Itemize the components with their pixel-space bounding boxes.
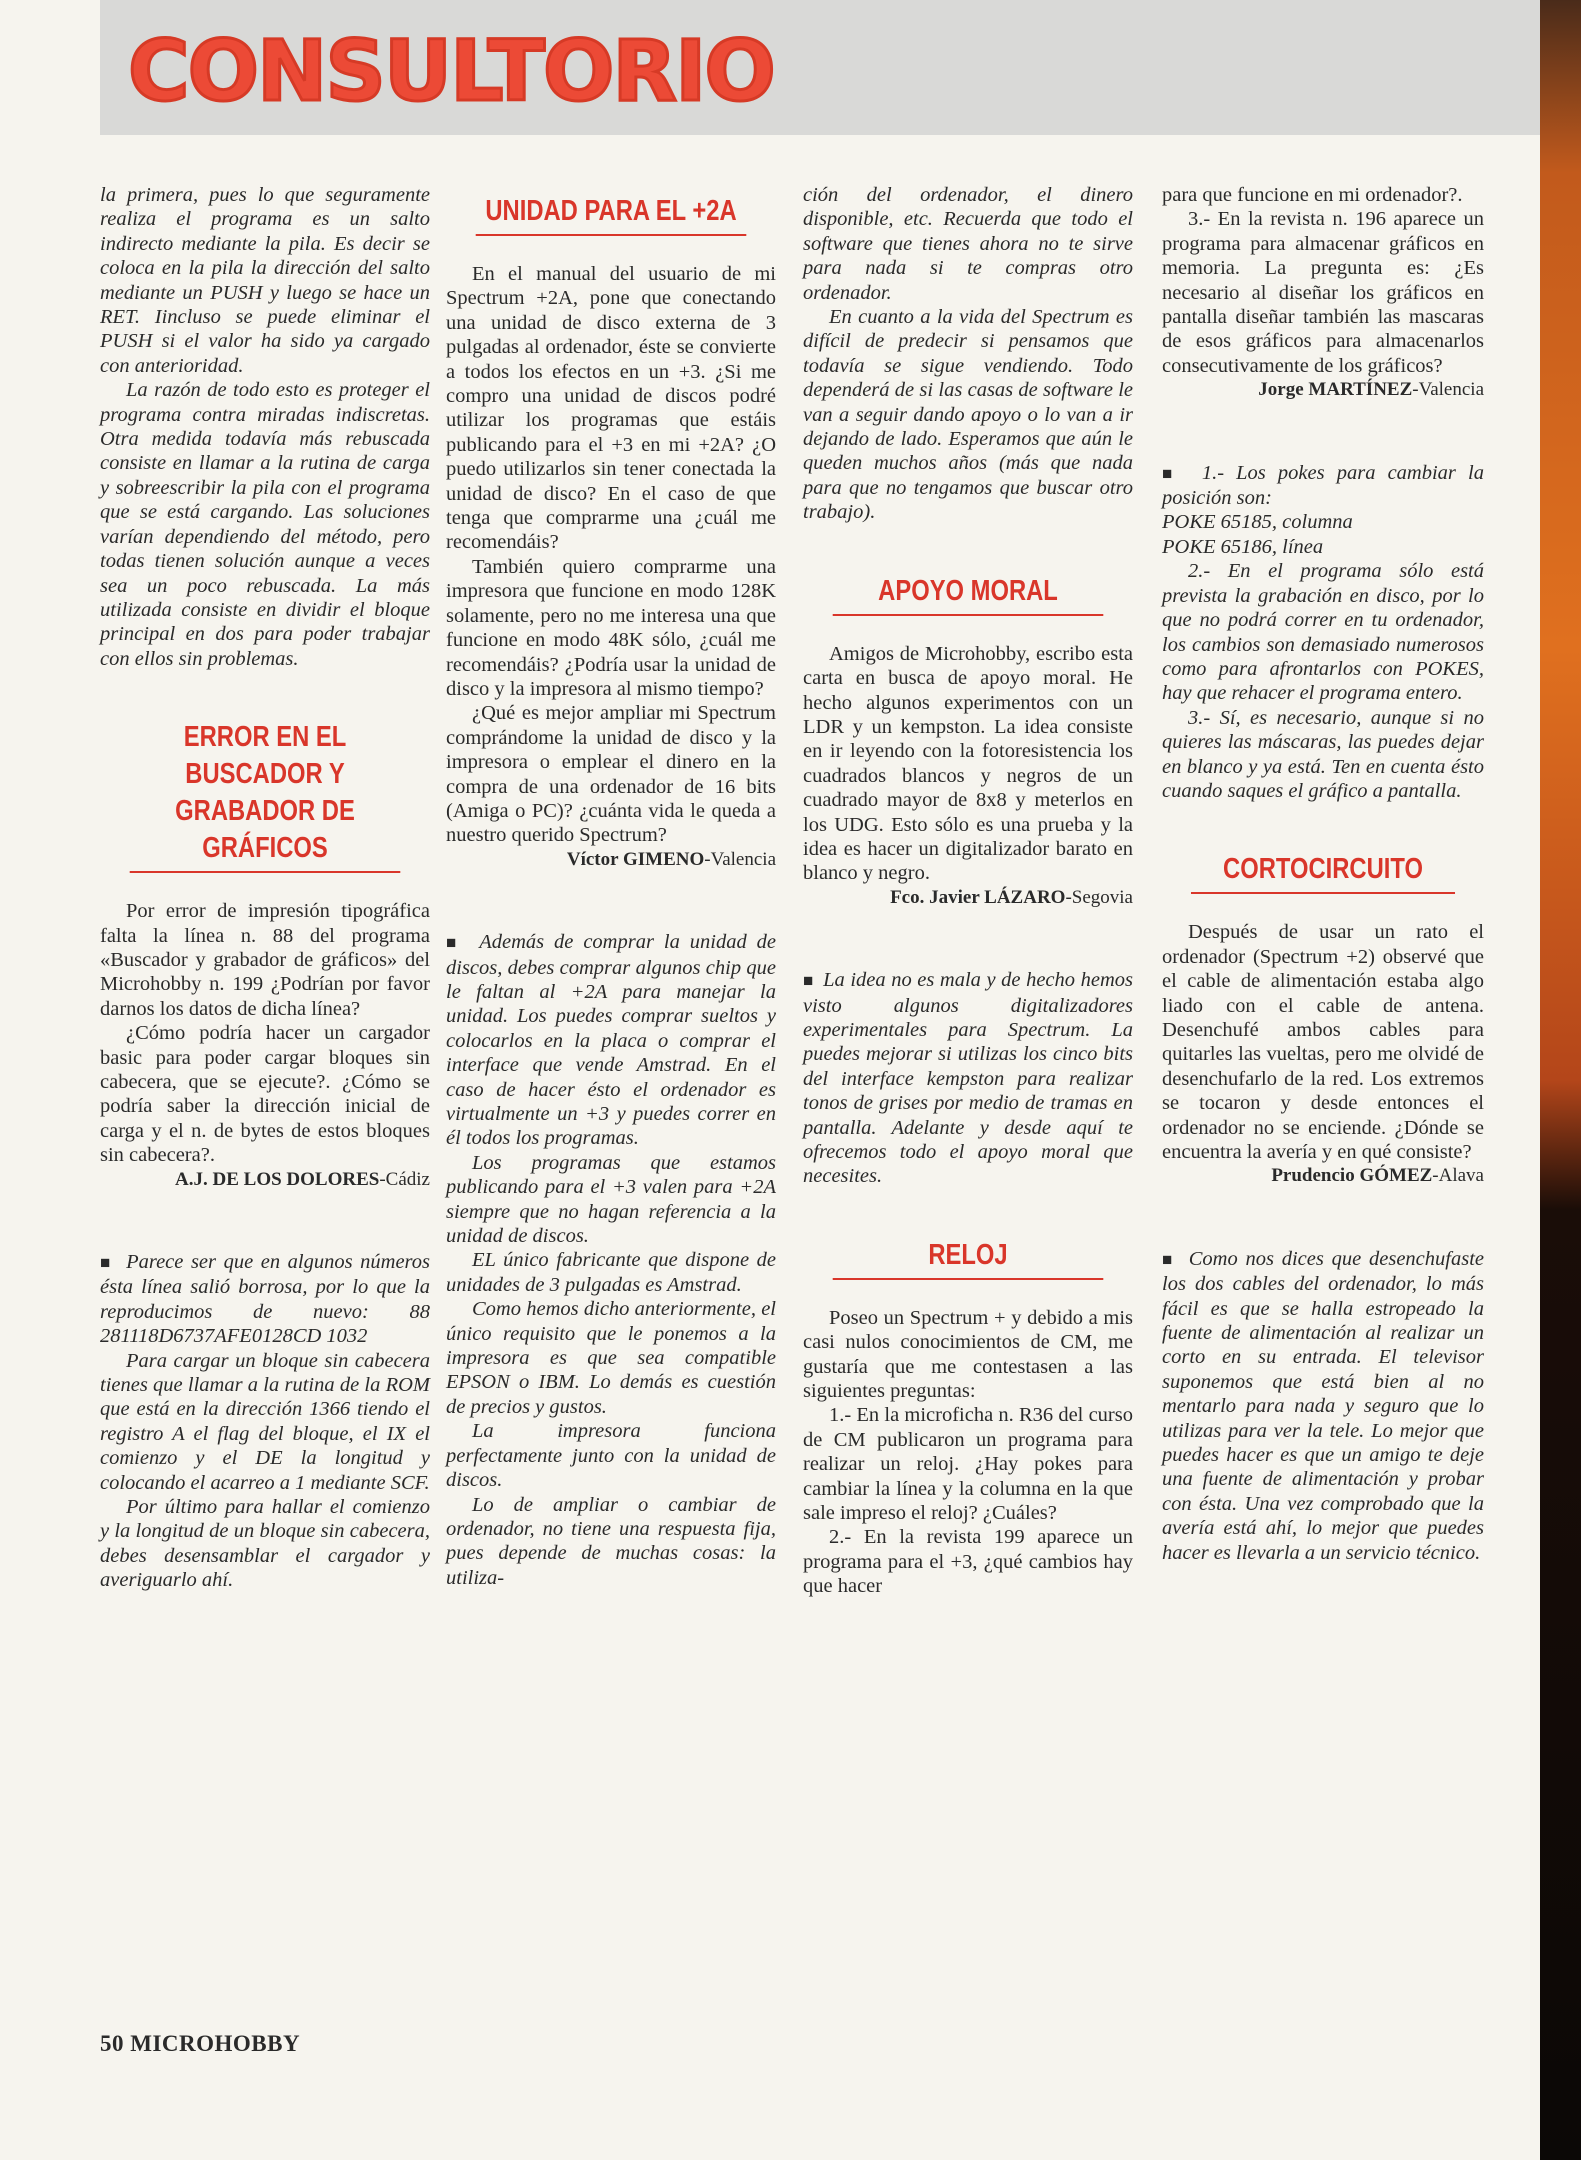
letter-paragraph: Por error de impresión tipográfica falta la línea n. 88 del programa «Buscador y grabador de gráficos» del Microhobby n. 199 ¿Podrían por favor darnos los datos de dicha línea?	[100, 900, 430, 1020]
letter-paragraph: para que funcione en mi ordenador?.	[1162, 184, 1463, 206]
answer-paragraph: Por último para hallar el comienzo y la longitud de un bloque sin cabecera, debes desensamblar el cargador y averiguarlo ahí.	[100, 1496, 430, 1592]
section-heading: ERROR EN EL BUSCADOR Y GRABADOR DE GRÁFICOS	[130, 719, 401, 873]
letter-signature	[446, 848, 776, 872]
letter-paragraph: ¿Qué es mejor ampliar mi Spectrum comprándome la unidad de disco y la impresora o emplear el dinero en la compra de una ordenador de 16 bits (Amiga o PC)? ¿cuánta vida le queda a nuestro querido Spectrum?	[446, 702, 776, 847]
answer-paragraph: la primera, pues lo que seguramente realiza el programa es un salto indirecto mediante la pila. Es decir se coloca en la pila la dirección del salto mediante un PUSH y luego se hace un RET. Iincluso se puede eliminar el PUSH si el valor ha sido ya cargado con anterioridad.	[100, 184, 430, 377]
letter-signature	[1162, 378, 1484, 402]
letter-paragraph: Poseo un Spectrum + y debido a mis casi nulos conocimientos de CM, me gustaría que me contestasen a las siguientes preguntas:	[803, 1306, 1133, 1403]
letter-paragraph: ¿Cómo podría hacer un cargador basic para poder cargar bloques sin cabecera, que se ejecute?. ¿Cómo se podría saber la dirección inicial de carga y el n. de bytes de estos bloques sin cabecera?.	[100, 1022, 430, 1167]
answer-paragraph: ción del ordenador, el dinero disponible, etc. Recuerda que todo el software que tienes ahora no te sirve para nada si te compras otro ordenador.	[803, 184, 1133, 304]
signature-name: A.J. DE LOS DOLORES	[175, 1168, 380, 1190]
column-4	[1162, 183, 1484, 1565]
answer-paragraph: En cuanto a la vida del Spectrum es difícil de predecir si pensamos que todavía se sigue vendiendo. Todo dependerá de si las casas de software le van a seguir dando apoyo o lo van a ir dejando de lado. Esperamos que aún le queden muchos años (más que nada para que no tengamos que buscar otro trabajo).	[803, 306, 1133, 524]
answer-paragraph: La razón de todo esto es proteger el programa contra miradas indiscretas. Otra medida todavía más rebuscada consiste en llamar a la rutina de carga y sobreescribir la pila con el programa que se está cargando. Las soluciones varían dependiendo del método, pero todas tienen solución aunque a veces sea un poco rebuscada. La más utilizada consiste en dividir el bloque principal en dos para poder trabajar con ellos sin problemas.	[100, 379, 430, 670]
column-2	[446, 183, 776, 1590]
signature-name: Prudencio GÓMEZ	[1271, 1165, 1433, 1187]
answer-paragraph: ■ La idea no es mala y de hecho hemos visto algunos digitalizadores experimentales para Spectrum. La puedes mejorar si utilizas los cinco bits del interface kempston para realizar tonos de grises por medio de tramas en pantalla. Adelante y desde aquí te ofrecemos todo el apoyo moral que necesites.	[803, 968, 1133, 1189]
signature-place: -Valencia	[1412, 379, 1484, 401]
signature-name: Fco. Javier LÁZARO	[890, 886, 1066, 908]
signature-place: -Cádiz	[379, 1168, 430, 1190]
answer-paragraph: ■ Parece ser que en algunos números ésta línea salió borrosa, por lo que la reproducimos de nuevo: 88 281118D6737AFE0128CD 1032	[100, 1250, 430, 1349]
letter-paragraph: 2.- En la revista 199 aparece un programa para el +3, ¿qué cambios hay que hacer	[803, 1526, 1133, 1598]
letter-paragraph: Después de usar un rato el ordenador (Spectrum +2) observé que el cable de alimentación estaba algo liado con el cable de antena. Desenchufé ambos cables para quitarles las vueltas, pero me olvidé de desenchufarlo de la red. Los extremos se tocaron y desde entonces el ordenador no se enciende. ¿Dónde se encuentra la avería y en qué consiste?	[1162, 921, 1484, 1163]
section-heading: UNIDAD PARA EL +2A	[476, 193, 747, 236]
letter-signature	[803, 886, 1133, 910]
answer-paragraph: La impresora funciona perfectamente junto con la unidad de discos.	[446, 1420, 776, 1492]
answer-paragraph: 3.- Sí, es necesario, aunque si no quieres las máscaras, las puedes dejar en blanco y ya está. Ten en cuenta ésto cuando saques el gráfico a pantalla.	[1162, 706, 1484, 802]
column-3	[803, 183, 1133, 1599]
signature-name: Víctor GIMENO	[566, 848, 705, 870]
signature-place: -Valencia	[704, 848, 776, 870]
answer-paragraph: ■ Además de comprar la unidad de discos, debes comprar algunos chip que le faltan al +2A para manejar la unidad. Los puedes comprar sueltos y colocarlos en la placa o comprar el interface que vende Amstrad. En el caso de hacer ésto el ordenador es virtualmente un +3 y puedes correr en él todos los programas.	[446, 930, 776, 1151]
answer-paragraph: 2.- En el programa sólo está prevista la grabación en disco, por lo que no podrá correr en tu ordenador, los cambios son demasiado numerosos como para afrontarlos con POKES, hay que rehacer el programa entero.	[1162, 560, 1484, 705]
signature-place: -Segovia	[1065, 886, 1133, 908]
section-heading: RELOJ	[833, 1237, 1104, 1280]
signature-place: -Alava	[1432, 1165, 1484, 1187]
section-heading: CORTOCIRCUITO	[1191, 851, 1455, 894]
signature-name: Jorge MARTÍNEZ	[1258, 379, 1413, 401]
answer-paragraph: EL único fabricante que dispone de unidades de 3 pulgadas es Amstrad.	[446, 1249, 776, 1296]
page-footer: 50 MICROHOBBY	[100, 2031, 301, 2056]
answer-paragraph: ■ 1.- Los pokes para cambiar la posición son: POKE 65185, columna POKE 65186, línea	[1162, 461, 1484, 560]
letter-paragraph: 1.- En la microficha n. R36 del curso de CM publicaron un programa para realizar un reloj. ¿Hay pokes para cambiar la línea y la columna en la que sale impreso el reloj? ¿Cuáles?	[803, 1404, 1133, 1525]
answer-paragraph: Como hemos dicho anteriormente, el único requisito que le ponemos a la impresora es que sea compatible EPSON o IBM. Lo demás es cuestión de precios y gustos.	[446, 1298, 776, 1418]
answer-paragraph: ■ Como nos dices que desenchufaste los dos cables del ordenador, lo más fácil es que se halla estropeado la fuente de alimentación al realizar un corto en su entrada. El televisor suponemos que está bien al no mentarlo para nada y seguro que lo utilizas para ver la tele. Lo mejor que puedes hacer es que un amigo te deje una fuente de alimentación y probar con ésta. Una vez comprobado que la avería está ahí, lo mejor que puedes hacer es llevarla a un servicio técnico.	[1162, 1247, 1484, 1565]
section-title: CONSULTORIO	[128, 22, 774, 120]
adjacent-page-edge	[1540, 0, 1581, 2160]
letter-paragraph: Amigos de Microhobby, escribo esta carta en busca de apoyo moral. He hecho algunos experimentos con un LDR y un kempston. La idea consiste en ir leyendo con la fotoresistencia los cuadrados blancos y negros de un cuadrado mayor de 8x8 y meterlos en los UDG. Esto sólo es una prueba y la idea es hacer un digitalizador barato en blanco y negro.	[803, 642, 1133, 885]
column-1	[100, 183, 430, 1593]
letter-paragraph: También quiero comprarme una impresora que funcione en modo 128K solamente, pero no me interesa una que funcione en modo 48K sólo, ¿cuál me recomendáis? ¿Podría usar la unidad de disco y la impresora al mismo tiempo?	[446, 555, 776, 700]
letter-signature	[1162, 1164, 1484, 1188]
letter-paragraph: 3.- En la revista n. 196 aparece un programa para almacenar gráficos en memoria. La pregunta es: ¿Es necesario al diseñar los gráficos en pantalla diseñar también las mascaras de esos gráficos para almacenarlos consecutivamente de los gráficos?	[1162, 208, 1484, 377]
letter-signature	[100, 1168, 430, 1192]
answer-paragraph: Lo de ampliar o cambiar de ordenador, no tiene una respuesta fija, pues depende de muchas cosas: la utiliza-	[446, 1493, 776, 1589]
letter-paragraph: En el manual del usuario de mi Spectrum +2A, pone que conectando una unidad de disco externa de 3 pulgadas al ordenador, éste se convierte a todos los efectos en un +3. ¿Si me compro una unidad de discos podré utilizar los programas que estáis publicando para el +3 en mi +2A? ¿O puedo utilizarlos sin tener conectada la unidad de disco? En el caso de que tenga que comprarme una ¿cuál me recomendáis?	[446, 263, 776, 554]
answer-paragraph: Los programas que estamos publicando para el +3 valen para +2A siempre que no hagan referencia a la unidad de discos.	[446, 1151, 776, 1248]
answer-paragraph: Para cargar un bloque sin cabecera tienes que llamar a la rutina de la ROM que está en la dirección 1366 tiendo el registro A el flag del bloque, el IX el comienzo y el DE la longitud y colocando el acarreo a 1 mediante SCF.	[100, 1349, 430, 1494]
section-heading: APOYO MORAL	[833, 573, 1104, 616]
